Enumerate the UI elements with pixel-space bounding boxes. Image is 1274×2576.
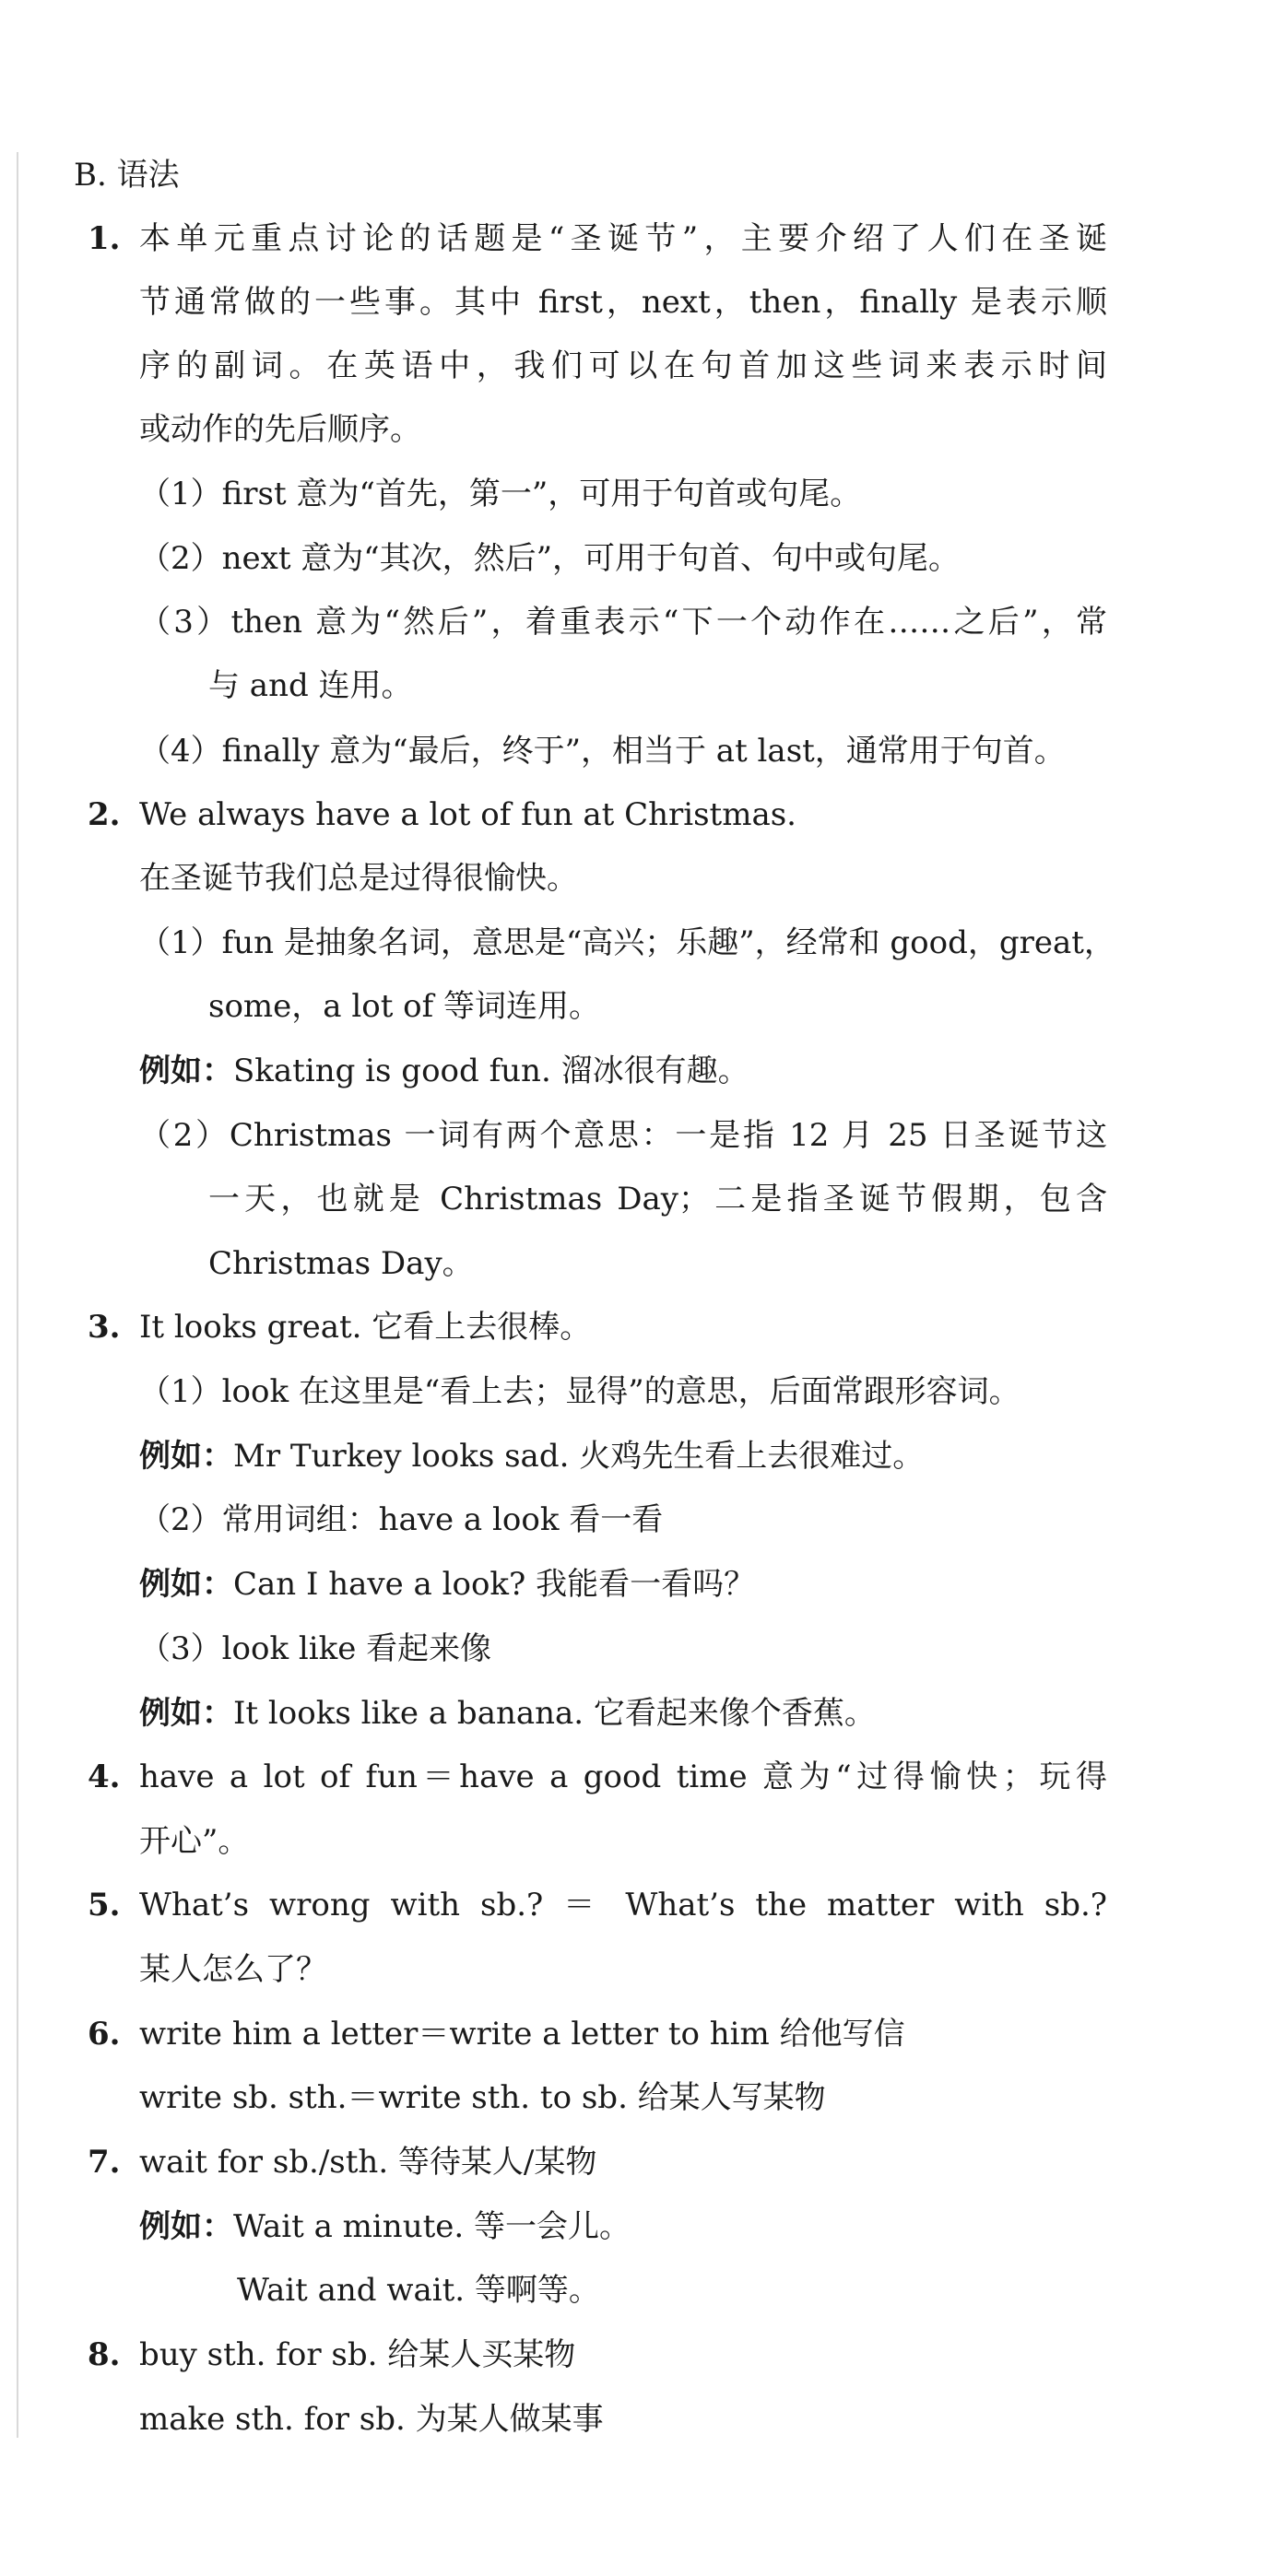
item-3-line-1: It looks great. 它看上去很棒。 [139,1309,592,1346]
item-3-example-1 [139,1436,924,1476]
item-1-sub-3-cont: 与 and 连用。 [208,667,413,704]
item-1-line-4: 或动作的先后顺序。 [139,411,421,448]
example-text: It looks like a banana. 它看起来像个香蕉。 [233,1695,876,1732]
item-number-6: 6. [88,2016,121,2053]
item-8-line-2: make sth. for sb. 为某人做某事 [139,2401,604,2438]
item-3-sub-1: （1）look 在这里是“看上去；显得”的意思，后面常跟形容词。 [139,1373,1020,1410]
item-4-line-1: have a lot of fun＝have a good time 意为“过得愉快；玩得 [139,1759,1107,1795]
item-1-line-1: 本单元重点讨论的话题是“圣诞节”，主要介绍了人们在圣诞 [139,220,1107,257]
example-text: Wait a minute. 等一会儿。 [233,2208,631,2245]
example-text: Can I have a look? 我能看一看吗？ [233,1566,756,1603]
item-3-sub-3: （3）look like 看起来像 [139,1630,492,1667]
item-2-sub-1: （1）fun 是抽象名词，意思是“高兴；乐趣”，经常和 good，great， [139,924,1115,961]
item-4-line-2: 开心”。 [139,1823,250,1860]
item-1-sub-4: （4）finally 意为“最后，终于”，相当于 at last，通常用于句首。 [139,733,1066,770]
item-2-line-2: 在圣诞节我们总是过得很愉快。 [139,860,578,897]
example-text: Skating is good fun. 溜冰很有趣。 [233,1053,749,1089]
item-1-sub-2: （2）next 意为“其次，然后”，可用于句首、句中或句尾。 [139,540,961,577]
example-label: 例如： [139,1053,233,1089]
item-number-8: 8. [88,2336,121,2373]
example-label: 例如： [139,2208,233,2245]
section-title: B. 语法 [74,157,180,194]
item-number-4: 4. [88,1759,121,1795]
item-1-sub-1: （1）first 意为“首先，第一”，可用于句首或句尾。 [139,476,862,512]
item-number-1: 1. [88,220,121,257]
item-2-sub-1-cont: some，a lot of 等词连用。 [208,988,601,1025]
item-7-line-1: wait for sb./sth. 等待某人/某物 [139,2144,597,2181]
item-3-example-2 [139,1564,755,1605]
item-2-sub-2-cont-1: 一天，也就是 Christmas Day；二是指圣诞节假期，包含 [208,1181,1107,1217]
item-number-2: 2. [88,796,121,833]
item-5-line-2: 某人怎么了？ [139,1951,327,1988]
example-label: 例如： [139,1566,233,1603]
item-number-5: 5. [88,1887,121,1923]
item-8-line-1: buy sth. for sb. 给某人买某物 [139,2336,576,2373]
item-5-line-1: What’s wrong with sb.? ＝ What’s the matter with sb.? [139,1887,1107,1923]
item-2-line-1: We always have a lot of fun at Christmas. [139,796,796,833]
item-1-line-2: 节通常做的一些事。其中 first，next，then，finally 是表示顺 [139,284,1107,321]
item-3-example-3 [139,1693,876,1734]
example-label: 例如： [139,1438,233,1475]
item-number-3: 3. [88,1309,121,1346]
item-2-sub-2: （2）Christmas 一词有两个意思：一是指 12 月 25 日圣诞节这 [139,1117,1107,1154]
item-7-example-2: Wait and wait. 等啊等。 [237,2272,600,2309]
item-2-sub-2-cont-2: Christmas Day。 [208,1245,474,1282]
item-number-7: 7. [88,2144,121,2181]
item-2-example [139,1051,749,1091]
item-7-example-1 [139,2206,631,2247]
example-text: Mr Turkey looks sad. 火鸡先生看上去很难过。 [233,1438,925,1475]
item-3-sub-2: （2）常用词组：have a look 看一看 [139,1501,664,1538]
item-1-line-3: 序的副词。在英语中，我们可以在句首加这些词来表示时间 [139,347,1107,384]
item-6-line-2: write sb. sth.＝write sth. to sb. 给某人写某物 [139,2079,826,2116]
example-label: 例如： [139,1695,233,1732]
item-1-sub-3: （3）then 意为“然后”，着重表示“下一个动作在……之后”，常 [139,604,1107,641]
item-6-line-1: write him a letter＝write a letter to him 给他写信 [139,2016,905,2053]
